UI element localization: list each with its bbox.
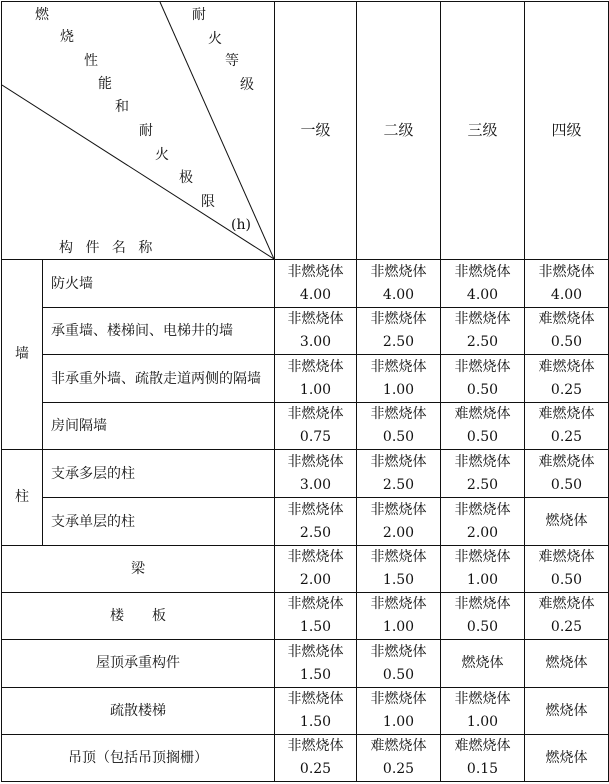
rating-cell xyxy=(275,640,357,688)
rating-cell xyxy=(275,308,357,355)
header-char: 极 xyxy=(179,170,193,186)
hours-value: 4.00 xyxy=(299,286,332,303)
material-class: 难燃烧体 xyxy=(454,406,511,422)
material-class: 非燃烧体 xyxy=(454,501,511,518)
material-class: 难燃烧体 xyxy=(370,738,427,754)
material-class: 非燃烧体 xyxy=(370,691,427,707)
material-class: 非燃烧体 xyxy=(538,263,595,280)
rating-cell xyxy=(441,546,525,593)
hours-value: 0.25 xyxy=(550,429,583,445)
rating-cell xyxy=(357,498,441,546)
rating-cell xyxy=(525,735,609,782)
material-class: 非燃烧体 xyxy=(454,549,511,565)
rating-cell xyxy=(441,355,525,403)
component-name: 支承多层的柱 xyxy=(43,450,275,498)
hours-value: 3.00 xyxy=(299,334,332,350)
component-name: 吊顶（包括吊顶搁栅） xyxy=(2,735,275,782)
material-class: 非燃烧体 xyxy=(370,406,427,422)
material-class: 非燃烧体 xyxy=(370,643,427,660)
rating-cell xyxy=(525,640,609,688)
table-row xyxy=(2,640,609,688)
hours-value: 0.50 xyxy=(466,429,499,445)
component-name: 楼 板 xyxy=(2,593,275,640)
component-name: 房间隔墙 xyxy=(43,403,275,450)
rating-cell xyxy=(525,546,609,593)
hours-value: 2.50 xyxy=(299,524,332,541)
rating-cell xyxy=(357,546,441,593)
hours-value: 0.50 xyxy=(550,572,583,588)
table-row xyxy=(2,546,609,593)
material-class: 非燃烧体 xyxy=(287,738,344,754)
hours-value: 1.00 xyxy=(382,714,415,730)
material-class: 非燃烧体 xyxy=(287,691,344,707)
grade-char: 级 xyxy=(240,77,254,93)
table-row xyxy=(2,688,609,735)
unit-label: (h) xyxy=(231,217,251,233)
table-row xyxy=(2,403,609,450)
rating-cell xyxy=(441,498,525,546)
component-name: 非承重外墙、疏散走道两侧的隔墙 xyxy=(43,355,275,403)
table-row xyxy=(2,735,609,782)
grade-header: 三级 xyxy=(441,2,525,260)
table-row xyxy=(2,593,609,640)
grade-char: 等 xyxy=(225,53,239,69)
component-name: 防火墙 xyxy=(43,260,275,308)
fire-resistance-table xyxy=(1,1,609,782)
hours-value: 2.00 xyxy=(382,524,415,541)
material-class: 燃烧体 xyxy=(545,702,588,719)
material-class: 难燃烧体 xyxy=(454,738,511,754)
rating-cell xyxy=(357,403,441,450)
rating-cell xyxy=(357,640,441,688)
column-group-label: 柱 xyxy=(2,450,43,546)
grade-header: 一级 xyxy=(275,2,357,260)
hours-value: 0.50 xyxy=(382,429,415,445)
header-char: 性 xyxy=(84,53,98,69)
rating-cell xyxy=(525,260,609,308)
header-char: 燃 xyxy=(35,7,49,23)
hours-value: 1.00 xyxy=(382,619,415,635)
material-class: 非燃烧体 xyxy=(370,549,427,565)
wall-group-label: 墙 xyxy=(2,260,43,450)
header-char: 和 xyxy=(115,99,129,115)
material-class: 非燃烧体 xyxy=(454,596,511,612)
hours-value: 4.00 xyxy=(466,286,499,303)
rating-cell xyxy=(441,593,525,640)
hours-value: 0.50 xyxy=(550,334,583,350)
material-class: 非燃烧体 xyxy=(370,311,427,327)
material-class: 非燃烧体 xyxy=(287,453,344,470)
component-name: 屋顶承重构件 xyxy=(2,640,275,688)
rating-cell xyxy=(441,450,525,498)
rating-cell xyxy=(275,260,357,308)
material-class: 难燃烧体 xyxy=(538,358,595,375)
hours-value: 1.50 xyxy=(382,572,415,588)
component-name: 梁 xyxy=(2,546,275,593)
rating-cell xyxy=(275,735,357,782)
rating-cell xyxy=(357,260,441,308)
rating-cell xyxy=(275,546,357,593)
rating-cell xyxy=(275,403,357,450)
grade-char: 耐 xyxy=(192,7,206,23)
hours-value: 0.50 xyxy=(382,666,415,683)
material-class: 燃烧体 xyxy=(545,749,588,766)
rating-cell xyxy=(525,688,609,735)
hours-value: 0.50 xyxy=(466,381,499,398)
material-class: 燃烧体 xyxy=(545,513,588,529)
table-row xyxy=(2,260,609,308)
component-name: 疏散楼梯 xyxy=(2,688,275,735)
material-class: 非燃烧体 xyxy=(454,453,511,470)
hours-value: 0.25 xyxy=(299,761,332,777)
material-class: 非燃烧体 xyxy=(287,406,344,422)
material-class: 非燃烧体 xyxy=(287,501,344,518)
component-name-label: 构 件 名 称 xyxy=(59,240,153,256)
material-class: 非燃烧体 xyxy=(370,596,427,612)
hours-value: 0.25 xyxy=(550,619,583,635)
material-class: 难燃烧体 xyxy=(538,549,595,565)
rating-cell xyxy=(275,593,357,640)
material-class: 非燃烧体 xyxy=(454,263,511,280)
material-class: 难燃烧体 xyxy=(538,406,595,422)
rating-cell xyxy=(441,308,525,355)
rating-cell xyxy=(441,403,525,450)
hours-value: 2.00 xyxy=(299,572,332,588)
hours-value: 0.15 xyxy=(466,761,499,777)
material-class: 燃烧体 xyxy=(545,655,588,671)
hours-value: 2.50 xyxy=(466,476,499,493)
rating-cell xyxy=(441,260,525,308)
hours-value: 4.00 xyxy=(550,286,583,303)
material-class: 非燃烧体 xyxy=(370,263,427,280)
hours-value: 0.50 xyxy=(550,476,583,493)
rating-cell xyxy=(525,593,609,640)
table-row xyxy=(2,355,609,403)
material-class: 非燃烧体 xyxy=(287,358,344,375)
grade-header: 二级 xyxy=(357,2,441,260)
rating-cell xyxy=(441,640,525,688)
rating-cell xyxy=(357,735,441,782)
hours-value: 2.50 xyxy=(382,476,415,493)
hours-value: 0.50 xyxy=(466,619,499,635)
material-class: 非燃烧体 xyxy=(454,691,511,707)
hours-value: 1.00 xyxy=(466,572,499,588)
rating-cell xyxy=(275,450,357,498)
hours-value: 1.00 xyxy=(382,381,415,398)
rating-cell xyxy=(525,450,609,498)
material-class: 非燃烧体 xyxy=(287,643,344,660)
material-class: 难燃烧体 xyxy=(538,311,595,327)
hours-value: 1.00 xyxy=(466,714,499,730)
rating-cell xyxy=(357,308,441,355)
rating-cell xyxy=(357,355,441,403)
material-class: 非燃烧体 xyxy=(454,358,511,375)
rating-cell xyxy=(357,593,441,640)
rating-cell xyxy=(525,498,609,546)
hours-value: 2.50 xyxy=(382,334,415,350)
material-class: 非燃烧体 xyxy=(370,453,427,470)
table-row xyxy=(2,498,609,546)
material-class: 燃烧体 xyxy=(461,655,504,671)
hours-value: 4.00 xyxy=(382,286,415,303)
table-row xyxy=(2,450,609,498)
material-class: 难燃烧体 xyxy=(538,453,595,470)
rating-cell xyxy=(525,355,609,403)
hours-value: 2.00 xyxy=(466,524,499,541)
hours-value: 1.50 xyxy=(299,619,332,635)
material-class: 难燃烧体 xyxy=(538,596,595,612)
rating-cell xyxy=(441,688,525,735)
material-class: 非燃烧体 xyxy=(287,311,344,327)
rating-cell xyxy=(357,688,441,735)
header-char: 能 xyxy=(98,76,112,92)
component-name: 承重墙、楼梯间、电梯井的墙 xyxy=(43,308,275,355)
hours-value: 2.50 xyxy=(466,334,499,350)
hours-value: 0.25 xyxy=(382,761,415,777)
hours-value: 3.00 xyxy=(299,476,332,493)
header-char: 限 xyxy=(201,194,215,210)
grade-char: 火 xyxy=(208,31,222,47)
header-char: 烧 xyxy=(60,29,74,45)
rating-cell xyxy=(275,355,357,403)
material-class: 非燃烧体 xyxy=(370,501,427,518)
rating-cell xyxy=(275,498,357,546)
header-char: 火 xyxy=(155,147,169,163)
table-row xyxy=(2,308,609,355)
material-class: 非燃烧体 xyxy=(454,311,511,327)
header-char: 耐 xyxy=(139,123,153,139)
hours-value: 1.50 xyxy=(299,666,332,683)
header-row xyxy=(2,2,609,260)
material-class: 非燃烧体 xyxy=(287,263,344,280)
material-class: 非燃烧体 xyxy=(370,358,427,375)
rating-cell xyxy=(357,450,441,498)
hours-value: 0.75 xyxy=(299,429,332,445)
hours-value: 1.50 xyxy=(299,714,332,730)
hours-value: 0.25 xyxy=(550,381,583,398)
component-name: 支承单层的柱 xyxy=(43,498,275,546)
rating-cell xyxy=(525,308,609,355)
hours-value: 1.00 xyxy=(299,381,332,398)
rating-cell xyxy=(275,688,357,735)
grade-header: 四级 xyxy=(525,2,609,260)
material-class: 非燃烧体 xyxy=(287,596,344,612)
diagonal-header-cell xyxy=(2,2,275,260)
rating-cell xyxy=(525,403,609,450)
material-class: 非燃烧体 xyxy=(287,549,344,565)
rating-cell xyxy=(441,735,525,782)
